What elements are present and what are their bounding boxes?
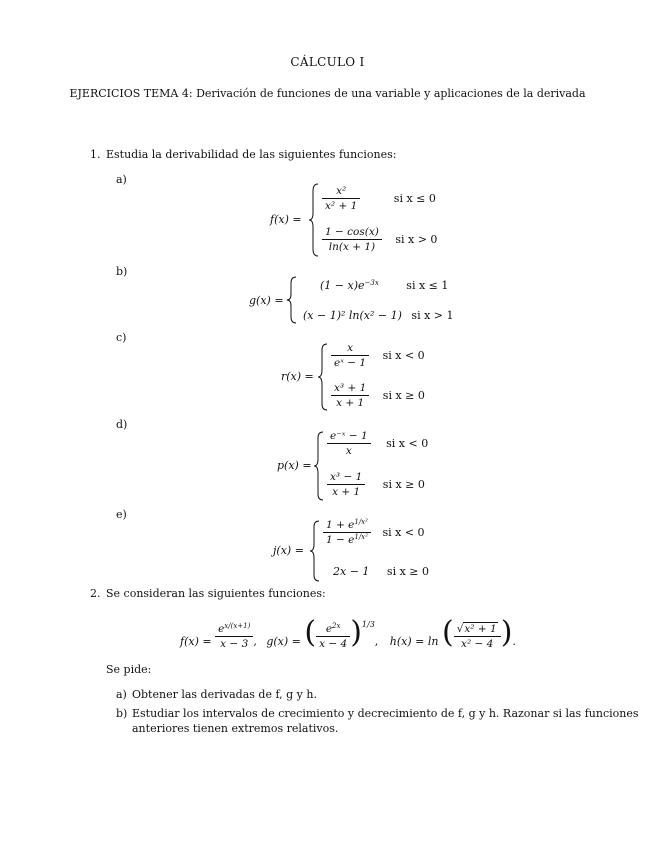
ex2-g-num-base: e — [325, 622, 333, 635]
p-case-2-fraction — [327, 471, 365, 498]
ex2-item-b-text-continued: anteriores tienen extremos relativos. — [132, 722, 339, 735]
part-b-label: b) — [116, 265, 128, 278]
f-case-2-numerator: 1 − cos(x) — [322, 226, 382, 240]
f-case-1-condition: si x ≤ 0 — [393, 191, 436, 205]
ex2-g-numerator — [316, 623, 350, 637]
p-case-1-condition: si x < 0 — [386, 436, 429, 450]
j-den-base: 1 − e — [326, 534, 355, 546]
p-case-1-denominator: x — [345, 445, 352, 457]
j-num-exponent: 1/x² — [354, 518, 368, 526]
r-case-1-condition: si x < 0 — [382, 348, 425, 362]
ex2-item-a-text: Obtener las derivadas de f, g y h. — [132, 688, 317, 701]
ex2-f-num-base: e — [218, 622, 225, 635]
g-case-1-condition: si x ≤ 1 — [406, 279, 449, 292]
r-case-2-numerator: x³ + 1 — [331, 382, 369, 396]
exercise-2-ask: Se pide: — [106, 663, 152, 676]
exercise-2-functions — [180, 612, 516, 650]
f-case-2-denominator: ln(x + 1) — [328, 241, 376, 253]
ex2-g-power: 1/3 — [361, 620, 375, 629]
r-case-2-fraction — [331, 382, 369, 409]
ex2-g-num-exponent: 2x — [332, 621, 341, 630]
ex2-f-denominator: x − 3 — [220, 637, 249, 650]
p-case-2-numerator: x³ − 1 — [327, 471, 365, 485]
ex2-sep-1: , — [253, 635, 257, 648]
ex2-h-right-paren: ) — [500, 615, 513, 650]
p-case-2 — [327, 471, 425, 498]
ex2-g-left-paren: ( — [304, 615, 317, 650]
r-case-1-fraction — [331, 342, 369, 369]
page-title: CÁLCULO I — [290, 55, 365, 69]
f-brace — [308, 183, 322, 257]
g-case-1-expression: (1 − x)e — [320, 279, 365, 292]
part-e-label: e) — [116, 508, 127, 521]
j-case-2 — [333, 565, 429, 578]
ex2-sep-2: , — [374, 635, 379, 648]
r-case-2-denominator: x + 1 — [336, 397, 365, 409]
part-c-label: c) — [116, 331, 127, 344]
r-case-2-condition: si x ≥ 0 — [382, 388, 425, 402]
f-case-1-fraction — [322, 185, 360, 212]
exercise-1-statement: Estudia la derivabilidad de las siguientes funciones: — [106, 148, 397, 161]
r-case-1-denominator: eˣ − 1 — [334, 357, 367, 369]
j-case-1-numerator — [323, 519, 371, 533]
p-name: p(x) = — [277, 459, 312, 472]
subtitle-rest: Derivación de funciones de una variable y aplicaciones de la derivada — [196, 87, 586, 100]
p-case-2-denominator: x + 1 — [332, 486, 361, 498]
g-case-2-condition: si x > 1 — [411, 309, 454, 322]
ex2-f-num-exponent: x/(x+1) — [224, 621, 251, 630]
ex2-f-fraction — [215, 623, 253, 650]
ex2-g-denominator: x − 4 — [319, 637, 348, 650]
p-brace — [313, 431, 327, 501]
ex2-h-sqrt-symbol: √ — [456, 622, 464, 635]
ex2-h-numerator — [454, 623, 501, 637]
ex2-g-name: g(x) = — [266, 635, 301, 648]
j-case-1-condition: si x < 0 — [382, 525, 425, 539]
exercise-2-statement: Se consideran las siguientes funciones: — [106, 587, 326, 600]
ex2-f-name: f(x) = — [180, 635, 212, 648]
ex2-g-fraction — [316, 623, 350, 650]
r-name: r(x) = — [281, 370, 314, 383]
j-case-1 — [323, 519, 425, 546]
exercise-2-number: 2. — [90, 587, 101, 600]
j-case-1-denominator — [323, 533, 371, 546]
f-case-1 — [322, 185, 436, 212]
f-case-1-denominator: x² + 1 — [325, 200, 358, 212]
ex2-h-sqrt-radicand: x² + 1 — [464, 622, 497, 635]
exercise-1-number: 1. — [90, 148, 101, 161]
part-a-label: a) — [116, 173, 127, 186]
ex2-h-name: h(x) = ln — [389, 635, 439, 648]
ex2-end-period: . — [512, 635, 516, 648]
j-case-1-fraction — [323, 519, 371, 546]
ex2-h-fraction — [454, 623, 501, 650]
g-case-1 — [320, 279, 448, 292]
ex2-item-b-text: Estudiar los intervalos de crecimiento y decrecimiento de f, g y h. Razonar si las funciones — [132, 707, 639, 720]
r-case-1 — [331, 342, 425, 369]
p-case-1 — [327, 430, 428, 457]
g-case-2 — [303, 309, 454, 322]
j-name: j(x) = — [273, 544, 304, 557]
ex2-item-b-label: b) — [116, 707, 128, 720]
f-case-1-numerator: x² — [322, 185, 360, 199]
subtitle-bold: EJERCICIOS TEMA 4: — [69, 87, 193, 100]
j-case-2-expression: 2x − 1 — [333, 565, 370, 578]
ex2-h-left-paren: ( — [441, 615, 454, 650]
f-case-2-fraction — [322, 226, 382, 253]
p-case-1-numerator: e⁻ˣ − 1 — [327, 430, 371, 444]
r-brace — [317, 343, 331, 411]
r-case-2 — [331, 382, 425, 409]
j-brace — [309, 520, 323, 582]
ex2-f-numerator — [215, 623, 253, 637]
ex2-item-a-label: a) — [116, 688, 127, 701]
g-case-1-exponent: −3x — [364, 279, 379, 287]
p-case-2-condition: si x ≥ 0 — [382, 477, 425, 491]
j-num-base: 1 + e — [326, 519, 355, 531]
g-name: g(x) = — [249, 294, 284, 307]
part-d-label: d) — [116, 418, 128, 431]
f-name: f(x) = — [270, 213, 302, 226]
r-case-1-numerator: x — [331, 342, 369, 356]
j-case-2-condition: si x ≥ 0 — [386, 565, 429, 578]
p-case-1-fraction — [327, 430, 371, 457]
page-subtitle — [0, 87, 655, 100]
f-case-2-condition: si x > 0 — [395, 232, 438, 246]
ex2-g-right-paren: ) — [350, 615, 362, 650]
j-den-exponent: 1/x² — [354, 533, 368, 541]
f-case-2 — [322, 226, 437, 253]
g-case-2-expression: (x − 1)² ln(x² − 1) — [303, 309, 402, 322]
ex2-h-denominator: x² − 4 — [461, 637, 494, 650]
g-brace — [286, 276, 300, 324]
